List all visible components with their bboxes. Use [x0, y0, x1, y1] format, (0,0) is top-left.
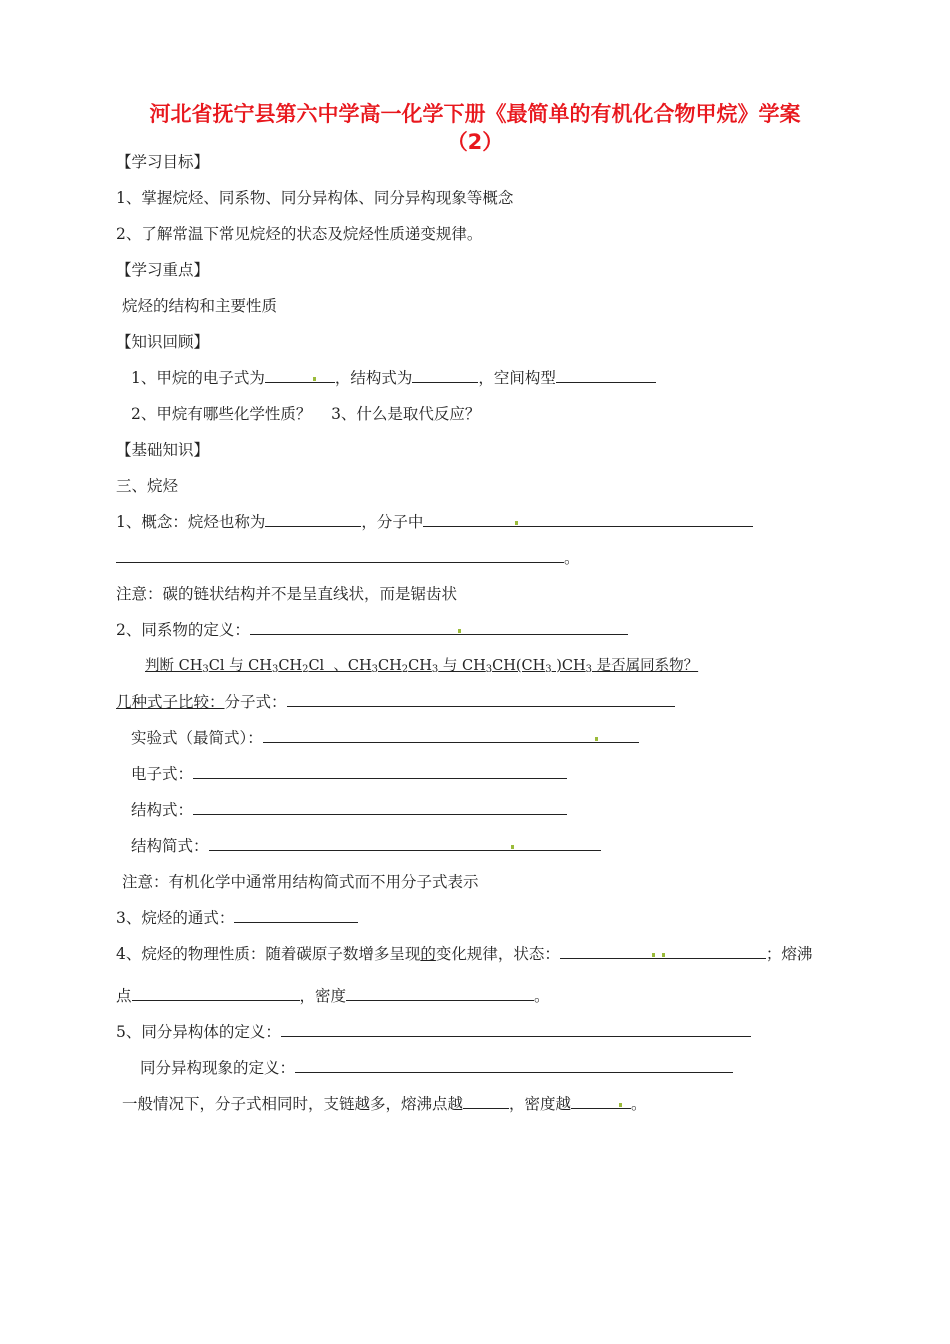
judge-text-3: CH: [278, 658, 303, 674]
condensed-formula-line: [131, 836, 601, 856]
blank-concept-continued[interactable]: [116, 548, 564, 563]
blank-homolog-definition[interactable]: [250, 620, 628, 635]
review-1-label-b: ，结构式为: [334, 369, 413, 387]
general-formula-line: [116, 908, 358, 928]
judge-sub-3: 2: [302, 664, 309, 675]
judge-text-1: 判断 CH: [145, 658, 203, 674]
blank-alkane-alias[interactable]: [265, 512, 361, 527]
focus-heading: 【学习重点】: [116, 261, 210, 279]
physical-label-d: 点: [116, 987, 132, 1005]
blank-structural-formula[interactable]: [412, 368, 478, 383]
homolog-judge-question: [145, 656, 698, 680]
condensed-formula-label: 结构简式：: [131, 837, 209, 855]
empirical-formula-label: 实验式（最简式）：: [131, 729, 263, 747]
blank-structural-formula-compare[interactable]: [193, 800, 567, 815]
blank-density[interactable]: [346, 986, 534, 1001]
physical-label-c: ；熔沸: [765, 945, 813, 963]
judge-sub-4: 3: [371, 664, 379, 675]
blank-molecular-formula[interactable]: [287, 692, 675, 707]
isomer-definition-label: 5、同分异构体的定义：: [116, 1023, 281, 1041]
isomer-definition-line: [116, 1022, 751, 1042]
concept-label-b: ，分子中: [361, 513, 424, 531]
blank-condensed-formula[interactable]: [209, 836, 601, 851]
blank-molecule-description[interactable]: [423, 512, 753, 527]
judge-text-2: Cl 与 CH: [208, 658, 272, 674]
physical-label-a: 4、烷烃的物理性质：随着碳原子数增多呈现: [116, 945, 421, 963]
empirical-formula-line: [131, 728, 639, 748]
molecular-formula-label: 分子式：: [224, 693, 287, 711]
homolog-definition: [116, 620, 628, 640]
judge-sub-9: 3: [585, 664, 593, 675]
blank-spatial-shape[interactable]: [556, 368, 656, 383]
branching-end: 。: [631, 1095, 647, 1113]
blank-melting-boiling-point[interactable]: [132, 986, 300, 1001]
judge-sub-2: 3: [271, 664, 279, 675]
blank-isomerism-definition[interactable]: [295, 1058, 733, 1073]
isomerism-definition-line: [140, 1058, 733, 1078]
isomerism-definition-label: 同分异构现象的定义：: [140, 1059, 296, 1077]
concept-label-a: 1、概念：烷烃也称为: [116, 513, 266, 531]
blank-empirical-formula[interactable]: [263, 728, 639, 743]
concept-line: [116, 512, 753, 532]
note-2: 注意：有机化学中通常用结构简式而不用分子式表示: [122, 873, 479, 891]
review-question-1: [131, 368, 656, 388]
document-title-line2: （2）: [446, 130, 504, 154]
branching-label-a: 一般情况下，分子式相同时，支链越多，熔沸点越: [122, 1095, 464, 1113]
blank-isomer-definition[interactable]: [281, 1022, 751, 1037]
judge-sub-8: 3: [545, 664, 552, 675]
concept-continuation: [116, 548, 580, 568]
structural-formula-label: 结构式：: [131, 801, 194, 819]
review-heading: 【知识回顾】: [116, 333, 210, 351]
review-1-label-a: 1、甲烷的电子式为: [131, 369, 265, 387]
blank-electron-formula-compare[interactable]: [193, 764, 567, 779]
goals-heading: 【学习目标】: [116, 153, 210, 171]
blank-branching-boiling[interactable]: [463, 1094, 509, 1109]
note-1: 注意：碳的链状结构并不是呈直线状，而是锯齿状: [116, 585, 458, 603]
document-title-line1: 河北省抚宁县第六中学高一化学下册《最简单的有机化合物甲烷》学案: [149, 102, 801, 126]
judge-sub-5: 2: [401, 664, 409, 675]
judge-sub-1: 3: [202, 664, 209, 675]
basics-heading: 【基础知识】: [116, 441, 210, 459]
blank-general-formula[interactable]: [234, 908, 358, 923]
branching-rule-line: [122, 1094, 647, 1114]
judge-text-7: 与 CH: [438, 658, 486, 674]
branching-label-b: ，密度越: [509, 1095, 572, 1113]
judge-text-8: CH(CH: [492, 658, 546, 674]
judge-text-4: Cl 、CH: [308, 658, 372, 674]
blank-physical-state[interactable]: [560, 944, 766, 959]
judge-text-6: CH: [408, 658, 432, 674]
electron-formula-label: 电子式：: [131, 765, 194, 783]
part-3-heading: 三、烷烃: [116, 477, 179, 495]
compare-label: 几种式子比较：: [116, 693, 225, 711]
homolog-label: 2、同系物的定义：: [116, 621, 250, 639]
electron-formula-line: [131, 764, 567, 784]
general-formula-label: 3、烷烃的通式：: [116, 909, 235, 927]
physical-properties-continuation: [116, 986, 550, 1006]
judge-text-9: )CH: [551, 658, 586, 674]
structural-formula-line: [131, 800, 567, 820]
goal-2: 2、了解常温下常见烷烃的状态及烷烃性质递变规律。: [116, 225, 483, 243]
blank-electron-formula[interactable]: [265, 368, 335, 383]
blank-branching-density[interactable]: [571, 1094, 631, 1109]
judge-text-10: 是否属同系物？: [592, 658, 699, 674]
judge-text-5: CH: [378, 658, 402, 674]
physical-label-b: 变化规律，状态：: [435, 945, 560, 963]
physical-label-de: 的: [420, 945, 436, 963]
goal-1: 1、掌握烷烃、同系物、同分异构体、同分异构现象等概念: [116, 189, 514, 207]
concept-end: 。: [564, 549, 580, 567]
formula-comparison: [116, 692, 675, 712]
review-question-2: 2、甲烷有哪些化学性质？ 3、什么是取代反应？: [131, 405, 481, 423]
physical-end: 。: [534, 987, 550, 1005]
physical-label-e: ，密度: [299, 987, 347, 1005]
physical-properties-line: [116, 944, 812, 964]
judge-sub-6: 3: [431, 664, 439, 675]
focus-text: 烷烃的结构和主要性质: [122, 297, 278, 315]
judge-sub-7: 3: [485, 664, 493, 675]
review-1-label-c: ，空间构型: [478, 369, 556, 387]
